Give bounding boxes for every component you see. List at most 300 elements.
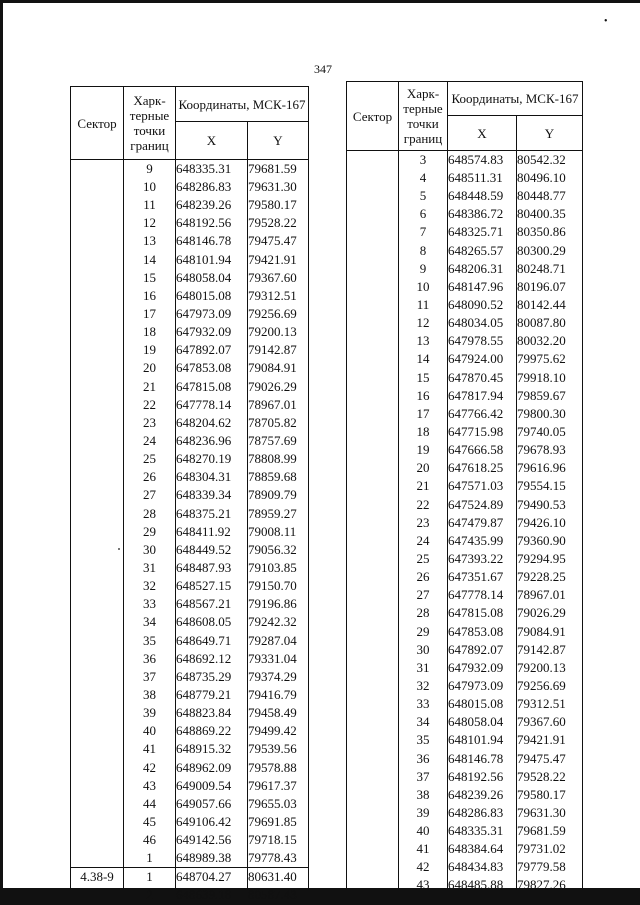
y-cell: 79827.26 [517,876,583,895]
sector-cell [347,750,399,768]
x-cell: 648101.94 [176,251,248,269]
table-row [347,586,583,604]
x-cell: 648779.21 [176,686,248,704]
y-cell: 79499.42 [248,722,309,740]
y-cell: 79580.17 [248,196,309,214]
sector-cell [71,541,124,559]
point-cell: 11 [399,296,448,314]
sector-cell [71,196,124,214]
x-cell: 648265.57 [448,242,517,260]
table-row [71,160,309,179]
point-cell: 19 [399,441,448,459]
point-cell: 31 [124,559,176,577]
sector-cell [71,396,124,414]
sector-cell [71,523,124,541]
point-cell: 9 [124,160,176,179]
sector-cell [71,668,124,686]
table-body-left [71,160,309,905]
x-cell: 648487.93 [176,559,248,577]
sector-cell [71,378,124,396]
y-cell: 80142.44 [517,296,583,314]
x-cell: 648386.72 [448,205,517,223]
point-cell: 26 [399,568,448,586]
x-cell: 648608.05 [176,613,248,631]
x-cell: 647524.89 [448,496,517,514]
table-row [347,532,583,550]
y-cell: 79360.90 [517,532,583,550]
table-row [347,804,583,822]
sector-cell [71,777,124,795]
table-body-right [347,151,583,895]
y-cell: 80032.20 [517,332,583,350]
table-row [347,187,583,205]
point-cell: 44 [124,795,176,813]
table-row [71,505,309,523]
header-x: X [176,122,248,160]
y-cell: 79008.11 [248,523,309,541]
table-row [71,450,309,468]
point-cell: 40 [399,822,448,840]
sector-cell [71,287,124,305]
sector-cell [347,296,399,314]
table-row [71,886,309,905]
y-cell: 79778.43 [248,849,309,868]
y-cell: 78967.01 [517,586,583,604]
point-cell: 32 [124,577,176,595]
table-row [347,768,583,786]
x-cell: 648192.56 [448,768,517,786]
point-cell: 39 [124,704,176,722]
x-cell: 648989.38 [176,849,248,868]
x-cell: 647815.08 [176,378,248,396]
table-row [71,251,309,269]
point-cell: 22 [124,396,176,414]
y-cell: 79421.91 [248,251,309,269]
sector-cell [71,704,124,722]
point-cell: 35 [124,632,176,650]
point-cell: 10 [124,178,176,196]
table-row [347,514,583,532]
table-row [347,604,583,622]
point-cell: 13 [399,332,448,350]
sector-cell [347,332,399,350]
x-cell: 647766.42 [448,405,517,423]
table-row [71,341,309,359]
header-y: Y [517,116,583,151]
y-cell: 79056.32 [248,541,309,559]
y-cell: 78808.99 [248,450,309,468]
x-cell: 649142.56 [176,831,248,849]
x-cell: 648384.64 [448,840,517,858]
y-cell: 79475.47 [248,232,309,250]
point-cell: 5 [399,187,448,205]
point-cell: 45 [124,813,176,831]
table-row [71,486,309,504]
point-cell: 12 [124,214,176,232]
y-cell: 79287.04 [248,632,309,650]
table-row [71,668,309,686]
sector-cell [71,613,124,631]
y-cell: 79458.49 [248,704,309,722]
table-row [71,414,309,432]
y-cell: 79312.51 [517,695,583,713]
sector-cell [71,232,124,250]
y-cell: 79026.29 [248,378,309,396]
y-cell: 80300.29 [517,242,583,260]
sector-cell [347,496,399,514]
y-cell: 79475.47 [517,750,583,768]
y-cell: 79026.29 [517,604,583,622]
point-cell: 43 [124,777,176,795]
sector-cell [347,641,399,659]
x-cell: 648015.08 [448,695,517,713]
y-cell: 79367.60 [248,269,309,287]
x-cell: 648649.71 [176,632,248,650]
x-cell: 648335.31 [448,822,517,840]
point-cell: 12 [399,314,448,332]
header-sector: Сектор [347,82,399,151]
x-cell: 647618.25 [448,459,517,477]
x-cell: 648304.31 [176,468,248,486]
table-row [71,214,309,232]
x-cell: 647393.22 [448,550,517,568]
table-row [71,613,309,631]
x-cell: 648639.18 [176,886,248,905]
point-cell: 34 [124,613,176,631]
sector-cell [71,414,124,432]
table-row [71,323,309,341]
table-row [347,405,583,423]
y-cell: 79142.87 [517,641,583,659]
x-cell: 647924.00 [448,350,517,368]
point-cell: 26 [124,468,176,486]
sector-cell [347,822,399,840]
y-cell: 80448.77 [517,187,583,205]
point-cell: 8 [399,242,448,260]
y-cell: 79331.04 [248,650,309,668]
point-cell: 21 [399,477,448,495]
table-row [347,205,583,223]
sector-cell [71,759,124,777]
sector-cell [347,586,399,604]
point-cell: 33 [124,595,176,613]
y-cell: 79256.69 [248,305,309,323]
coordinates-table-left [70,86,309,905]
x-cell: 648434.83 [448,858,517,876]
point-cell: 46 [124,831,176,849]
y-cell: 79859.67 [517,387,583,405]
y-cell: 79918.10 [517,369,583,387]
table-row [71,432,309,450]
sector-cell [347,804,399,822]
y-cell: 79655.03 [248,795,309,813]
x-cell: 648411.92 [176,523,248,541]
coordinates-table-right [346,81,583,895]
table-row [347,169,583,187]
table-row [71,359,309,377]
x-cell: 648270.19 [176,450,248,468]
x-cell: 648574.83 [448,151,517,170]
point-cell: 28 [124,505,176,523]
y-cell: 80196.07 [517,278,583,296]
x-cell: 649057.66 [176,795,248,813]
table-row [347,369,583,387]
point-cell: 42 [124,759,176,777]
table-row [347,695,583,713]
table-row [347,260,583,278]
sector-cell [347,659,399,677]
y-cell: 79416.79 [248,686,309,704]
table-row [71,849,309,868]
sector-cell [347,169,399,187]
x-cell: 647571.03 [448,477,517,495]
sector-cell [71,178,124,196]
x-cell: 648339.34 [176,486,248,504]
y-cell: 79678.93 [517,441,583,459]
point-cell: 19 [124,341,176,359]
y-cell: 79528.22 [248,214,309,232]
sector-cell [347,423,399,441]
sector-cell [347,387,399,405]
sector-cell [347,223,399,241]
sector-cell [71,686,124,704]
y-cell: 79142.87 [248,341,309,359]
y-cell: 79200.13 [517,659,583,677]
table-row [347,296,583,314]
point-cell: 27 [124,486,176,504]
point-cell: 20 [124,359,176,377]
sector-cell [347,459,399,477]
sector-cell [347,840,399,858]
point-cell: 32 [399,677,448,695]
table-row [71,595,309,613]
x-cell: 648449.52 [176,541,248,559]
table-row [347,350,583,368]
y-cell: 79421.91 [517,731,583,749]
point-cell: 30 [124,541,176,559]
x-cell: 648286.83 [176,178,248,196]
y-cell: 79490.53 [517,496,583,514]
y-cell: 80496.10 [517,169,583,187]
y-cell: 79200.13 [248,323,309,341]
sector-cell [347,369,399,387]
sector-cell [347,314,399,332]
y-cell: 78705.82 [248,414,309,432]
header-point: Харк-терные точки границ [124,87,176,160]
point-cell: 18 [124,323,176,341]
x-cell: 648034.05 [448,314,517,332]
table-row [347,332,583,350]
y-cell: 79374.29 [248,668,309,686]
table-row [71,541,309,559]
point-cell: 29 [399,623,448,641]
x-cell: 648236.96 [176,432,248,450]
scan-border-top [0,0,640,3]
y-cell: 79975.62 [517,350,583,368]
sector-cell [347,786,399,804]
table-row [347,659,583,677]
point-cell: 15 [399,369,448,387]
sector-cell [71,740,124,758]
y-cell: 79616.96 [517,459,583,477]
table-row [71,196,309,214]
y-cell: 79631.30 [517,804,583,822]
sector-cell [71,323,124,341]
sector-cell [71,849,124,868]
point-cell: 24 [399,532,448,550]
table-row [347,278,583,296]
point-cell: 17 [124,305,176,323]
x-cell: 647479.87 [448,514,517,532]
x-cell: 647778.14 [176,396,248,414]
sector-cell [71,632,124,650]
point-cell: 25 [399,550,448,568]
point-cell: 11 [124,196,176,214]
y-cell: 79580.17 [517,786,583,804]
x-cell: 648058.04 [448,713,517,731]
point-cell: 23 [399,514,448,532]
y-cell: 79103.85 [248,559,309,577]
x-cell: 648286.83 [448,804,517,822]
table-row [347,840,583,858]
point-cell: 14 [399,350,448,368]
point-cell: 27 [399,586,448,604]
header-sector: Сектор [71,87,124,160]
point-cell: 24 [124,432,176,450]
point-cell: 38 [399,786,448,804]
y-cell: 79539.56 [248,740,309,758]
sector-cell [347,278,399,296]
table-row [71,378,309,396]
x-cell: 647666.58 [448,441,517,459]
point-cell: 18 [399,423,448,441]
y-cell: 79228.25 [517,568,583,586]
header-x: X [448,116,517,151]
y-cell: 79800.30 [517,405,583,423]
table-row [71,269,309,287]
y-cell: 79779.58 [517,858,583,876]
sector-cell [71,432,124,450]
table-row [71,831,309,849]
point-cell: 7 [399,223,448,241]
header-row-top [71,87,309,122]
y-cell: 80350.86 [517,223,583,241]
table-row [347,441,583,459]
sector-cell [347,550,399,568]
corner-mark: • [604,16,608,27]
table-row [347,713,583,731]
y-cell: 79631.30 [248,178,309,196]
y-cell: 79528.22 [517,768,583,786]
y-cell: 79681.59 [517,822,583,840]
x-cell: 648735.29 [176,668,248,686]
point-cell: 34 [399,713,448,731]
x-cell: 647435.99 [448,532,517,550]
sector-cell [71,831,124,849]
sector-cell [347,568,399,586]
point-cell: 25 [124,450,176,468]
table-row [71,577,309,595]
sector-cell [71,450,124,468]
point-cell: 17 [399,405,448,423]
point-cell: 22 [399,496,448,514]
x-cell: 648146.78 [176,232,248,250]
point-cell: 21 [124,378,176,396]
point-cell: 31 [399,659,448,677]
point-cell: 1 [124,849,176,868]
sector-cell: 4.38-9 [71,868,124,887]
y-cell: 80400.35 [517,205,583,223]
header-y: Y [248,122,309,160]
sector-cell [347,260,399,278]
x-cell: 648146.78 [448,750,517,768]
y-cell: 79718.15 [248,831,309,849]
x-cell: 648485.88 [448,876,517,895]
sector-cell [347,695,399,713]
x-cell: 648239.26 [176,196,248,214]
table-row [71,868,309,887]
point-cell: 14 [124,251,176,269]
sector-cell [71,305,124,323]
table-row [347,568,583,586]
y-cell: 80542.32 [517,151,583,170]
sector-cell [71,650,124,668]
table-row [71,305,309,323]
table-row [347,822,583,840]
table-row [347,750,583,768]
x-cell: 647715.98 [448,423,517,441]
x-cell: 648239.26 [448,786,517,804]
y-cell: 79617.37 [248,777,309,795]
y-cell: 78757.69 [248,432,309,450]
x-cell: 648448.59 [448,187,517,205]
sector-cell [71,251,124,269]
table-row [71,523,309,541]
y-cell: 79196.86 [248,595,309,613]
x-cell: 647815.08 [448,604,517,622]
point-cell: 41 [124,740,176,758]
y-cell: 79084.91 [248,359,309,377]
x-cell: 647778.14 [448,586,517,604]
table-row [71,396,309,414]
x-cell: 648101.94 [448,731,517,749]
table-row [347,858,583,876]
header-coordinates: Координаты, МСК-167 [176,87,309,122]
sector-cell [347,514,399,532]
sector-cell [71,577,124,595]
point-cell: 35 [399,731,448,749]
y-cell: 79256.69 [517,677,583,695]
sector-cell [347,876,399,895]
table-row [71,704,309,722]
point-cell: 13 [124,232,176,250]
point-cell: 37 [399,768,448,786]
table-row [347,423,583,441]
x-cell: 649106.42 [176,813,248,831]
x-cell: 647870.45 [448,369,517,387]
y-cell: 79691.85 [248,813,309,831]
point-cell: 36 [124,650,176,668]
table-row [71,740,309,758]
table-row [347,641,583,659]
x-cell: 648015.08 [176,287,248,305]
sector-cell [347,151,399,170]
table-row [347,242,583,260]
point-cell: 36 [399,750,448,768]
y-cell: 78859.68 [248,468,309,486]
sector-cell [347,713,399,731]
sector-cell [347,350,399,368]
